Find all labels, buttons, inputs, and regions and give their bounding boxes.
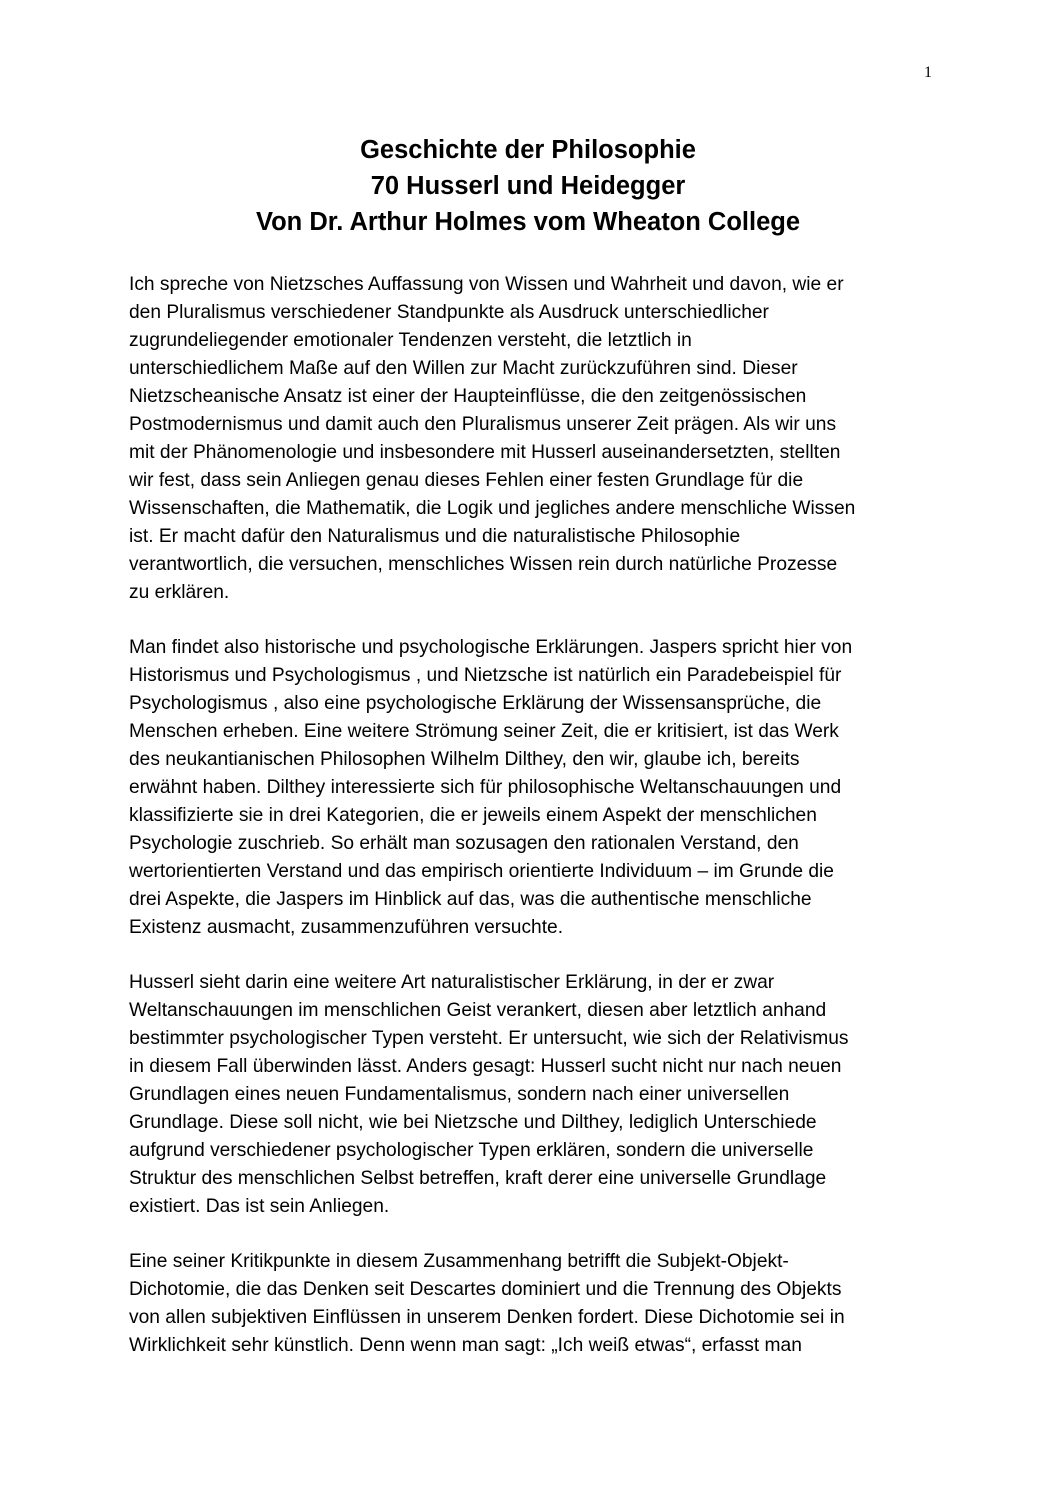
title-line-lecture: 70 Husserl und Heidegger [370,172,686,200]
text-line: erwähnt haben. Dilthey interessierte sich für philosophische Weltanschauungen und [129,777,842,798]
text-line: Nietzscheanische Ansatz ist einer der Haupteinflüsse, die den zeitgenössischen [129,386,807,407]
document-body [129,271,934,1387]
text-line: Psychologismus , also eine psychologische Erklärung der Wissensansprüche, die [129,693,822,714]
text-line: ist. Er macht dafür den Naturalismus und die naturalistische Philosophie [129,526,741,547]
text-line: Postmodernismus und damit auch den Pluralismus unserer Zeit prägen. Als wir uns [129,414,837,435]
text-line: Weltanschauungen im menschlichen Geist verankert, diesen aber letztlich anhand [129,1000,827,1021]
text-line: Eine seiner Kritikpunkte in diesem Zusammenhang betrifft die Subjekt-Objekt- [129,1251,789,1272]
paragraph [129,634,934,942]
text-line: bestimmter psychologischer Typen versteht. Er untersucht, wie sich der Relativismus [129,1028,849,1049]
text-line: zu erklären. [129,582,230,603]
text-line: den Pluralismus verschiedener Standpunkte als Ausdruck unterschiedlicher [129,302,769,323]
text-line: wir fest, dass sein Anliegen genau dieses Fehlen einer festen Grundlage für die [129,470,804,491]
text-line: existiert. Das ist sein Anliegen. [129,1196,390,1217]
text-line: des neukantianischen Philosophen Wilhelm Dilthey, den wir, glaube ich, bereits [129,749,800,770]
text-line: zugrundeliegender emotionaler Tendenzen versteht, die letztlich in [129,330,692,351]
text-line: klassifizierte sie in drei Kategorien, die er jeweils einem Aspekt der menschlichen [129,805,817,826]
text-line: mit der Phänomenologie und insbesondere mit Husserl auseinandersetzten, stellten [129,442,841,463]
text-line: Grundlagen eines neuen Fundamentalismus, sondern nach einer universellen [129,1084,790,1105]
text-line: Wissenschaften, die Mathematik, die Logik und jegliches andere menschliche Wissen [129,498,856,519]
text-line: verantwortlich, die versuchen, menschliches Wissen rein durch natürliche Prozesse [129,554,838,575]
text-line: unterschiedlichem Maße auf den Willen zur Macht zurückzuführen sind. Dieser [129,358,798,379]
text-line: aufgrund verschiedener psychologischer Typen erklären, sondern die universelle [129,1140,814,1161]
text-line: in diesem Fall überwinden lässt. Anders gesagt: Husserl sucht nicht nur nach neuen [129,1056,842,1077]
text-line: drei Aspekte, die Jaspers im Hinblick auf das, was die authentische menschliche [129,889,812,910]
text-line: Menschen erheben. Eine weitere Strömung seiner Zeit, die er kritisiert, ist das Werk [129,721,839,742]
text-line: Dichotomie, die das Denken seit Descartes dominiert und die Trennung des Objekts [129,1279,842,1300]
page-number: 1 [924,64,932,81]
text-line: Historismus und Psychologismus , und Nietzsche ist natürlich ein Paradebeispiel für [129,665,842,686]
text-line: Man findet also historische und psychologische Erklärungen. Jaspers spricht hier von [129,637,853,658]
title-line-author: Von Dr. Arthur Holmes vom Wheaton College [255,208,801,236]
text-line: Wirklichkeit sehr künstlich. Denn wenn man sagt: „Ich weiß etwas“, erfasst man [129,1335,802,1356]
text-line: wertorientierten Verstand und das empirisch orientierte Individuum – im Grunde die [129,861,834,882]
title-line-series: Geschichte der Philosophie [360,136,696,164]
text-line: Psychologie zuschrieb. So erhält man sozusagen den rationalen Verstand, den [129,833,799,854]
text-line: Struktur des menschlichen Selbst betreffen, kraft derer eine universelle Grundlage [129,1168,827,1189]
text-line: Ich spreche von Nietzsches Auffassung von Wissen und Wahrheit und davon, wie er [129,274,844,295]
paragraph [129,1248,934,1360]
document-title [128,132,928,240]
text-line: von allen subjektiven Einflüssen in unserem Denken fordert. Diese Dichotomie sei in [129,1307,845,1328]
text-line: Existenz ausmacht, zusammenzuführen versuchte. [129,917,564,938]
text-line: Grundlage. Diese soll nicht, wie bei Nietzsche und Dilthey, lediglich Unterschiede [129,1112,817,1133]
text-line: Husserl sieht darin eine weitere Art naturalistischer Erklärung, in der er zwar [129,972,775,993]
paragraph [129,271,934,607]
paragraph [129,969,934,1221]
